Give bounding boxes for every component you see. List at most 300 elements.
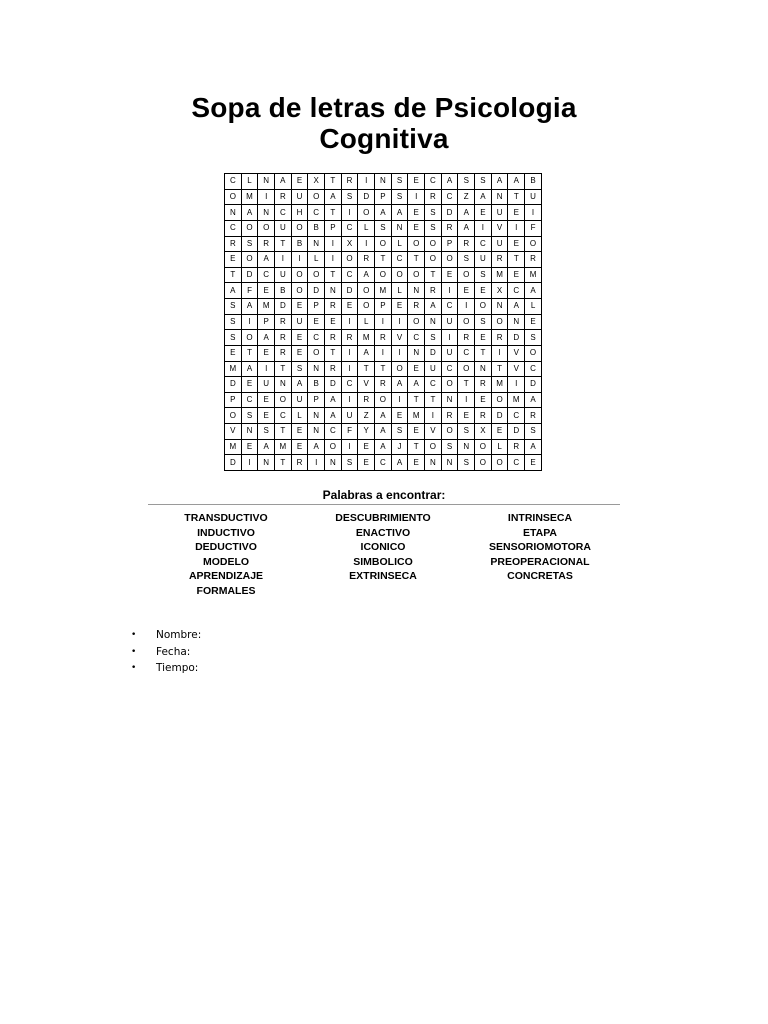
grid-row (225, 424, 542, 440)
grid-cell: C (508, 283, 525, 299)
grid-cell: T (325, 267, 342, 283)
grid-cell: N (325, 455, 342, 471)
grid-cell: M (241, 189, 258, 205)
grid-cell: R (525, 252, 542, 268)
grid-row (225, 330, 542, 346)
word-item: MODELO (202, 555, 250, 568)
grid-cell: C (225, 220, 242, 236)
grid-row (225, 392, 542, 408)
grid-cell: A (458, 220, 475, 236)
grid-cell: Z (358, 408, 375, 424)
grid-cell: C (508, 408, 525, 424)
grid-cell: C (408, 330, 425, 346)
grid-row (225, 267, 542, 283)
grid-cell: I (391, 345, 408, 361)
grid-cell: M (358, 330, 375, 346)
grid-cell: M (525, 267, 542, 283)
grid-cell: E (225, 252, 242, 268)
grid-cell: I (441, 283, 458, 299)
grid-cell: C (391, 252, 408, 268)
bullet-icon: • (131, 663, 137, 674)
divider (148, 504, 620, 505)
grid-cell: H (291, 205, 308, 221)
grid-cell: C (341, 220, 358, 236)
grid-cell: C (458, 345, 475, 361)
grid-cell: I (241, 314, 258, 330)
grid-cell: D (525, 377, 542, 393)
grid-cell: R (341, 174, 358, 190)
grid-cell: O (241, 220, 258, 236)
grid-cell: S (241, 236, 258, 252)
grid-cell: M (225, 361, 242, 377)
grid-cell: U (258, 377, 275, 393)
grid-cell: D (508, 330, 525, 346)
grid-cell: A (258, 330, 275, 346)
grid-cell: E (391, 408, 408, 424)
grid-cell: O (525, 236, 542, 252)
grid-cell: A (325, 392, 342, 408)
grid-cell: P (375, 189, 392, 205)
grid-cell: S (458, 424, 475, 440)
grid-cell: R (325, 330, 342, 346)
grid-cell: S (391, 189, 408, 205)
grid-cell: E (258, 408, 275, 424)
word-list-column-3 (460, 511, 620, 584)
grid-cell: U (291, 189, 308, 205)
grid-cell: I (341, 314, 358, 330)
grid-cell: O (458, 314, 475, 330)
grid-cell: S (425, 205, 442, 221)
grid-cell: E (408, 424, 425, 440)
grid-cell: D (425, 345, 442, 361)
grid-cell: C (525, 361, 542, 377)
grid-cell: T (275, 455, 292, 471)
grid-cell: L (241, 174, 258, 190)
grid-cell: V (491, 220, 508, 236)
time-field (131, 660, 201, 677)
grid-cell: X (491, 283, 508, 299)
grid-cell: U (291, 392, 308, 408)
grid-cell: E (258, 392, 275, 408)
grid-cell: T (225, 267, 242, 283)
grid-cell: C (508, 455, 525, 471)
grid-row (225, 314, 542, 330)
grid-cell: A (325, 189, 342, 205)
grid-cell: E (291, 345, 308, 361)
grid-cell: L (308, 252, 325, 268)
grid-cell: D (491, 408, 508, 424)
grid-cell: N (308, 361, 325, 377)
grid-cell: D (508, 424, 525, 440)
grid-cell: E (358, 439, 375, 455)
grid-cell: S (458, 455, 475, 471)
grid-cell: R (458, 330, 475, 346)
grid-row (225, 220, 542, 236)
grid-cell: R (425, 283, 442, 299)
grid-cell: I (241, 455, 258, 471)
grid-cell: E (441, 267, 458, 283)
grid-cell: O (408, 236, 425, 252)
grid-cell: I (358, 236, 375, 252)
grid-cell: A (391, 455, 408, 471)
time-label: Tiempo: (156, 662, 199, 675)
grid-cell: O (308, 189, 325, 205)
grid-cell: I (325, 236, 342, 252)
grid-cell: O (241, 330, 258, 346)
grid-cell: N (425, 455, 442, 471)
grid-cell: C (258, 267, 275, 283)
grid-cell: A (241, 299, 258, 315)
grid-cell: V (425, 424, 442, 440)
grid-cell: B (275, 283, 292, 299)
grid-cell: O (425, 252, 442, 268)
grid-cell: I (341, 439, 358, 455)
grid-cell: E (308, 314, 325, 330)
grid-cell: N (308, 408, 325, 424)
grid-cell: E (508, 205, 525, 221)
grid-cell: R (491, 330, 508, 346)
grid-cell: I (391, 392, 408, 408)
grid-cell: O (325, 439, 342, 455)
grid-row (225, 252, 542, 268)
grid-cell: R (291, 455, 308, 471)
grid-cell: E (458, 283, 475, 299)
grid-cell: I (458, 392, 475, 408)
grid-cell: O (225, 408, 242, 424)
grid-cell: A (291, 377, 308, 393)
grid-cell: A (508, 174, 525, 190)
grid-cell: A (241, 205, 258, 221)
grid-cell: E (458, 408, 475, 424)
grid-cell: T (325, 174, 342, 190)
grid-cell: T (508, 252, 525, 268)
grid-cell: A (475, 189, 492, 205)
grid-cell: N (225, 205, 242, 221)
grid-cell: C (425, 377, 442, 393)
grid-cell: M (225, 439, 242, 455)
grid-cell: P (441, 236, 458, 252)
grid-cell: O (341, 252, 358, 268)
grid-cell: O (258, 220, 275, 236)
grid-cell: S (441, 439, 458, 455)
grid-cell: E (325, 314, 342, 330)
word-item: TRANSDUCTIVO (184, 512, 268, 524)
grid-cell: E (508, 267, 525, 283)
grid-cell: T (375, 361, 392, 377)
grid-cell: N (491, 189, 508, 205)
grid-cell: E (258, 283, 275, 299)
grid-cell: O (308, 345, 325, 361)
grid-cell: E (408, 205, 425, 221)
grid-cell: U (341, 408, 358, 424)
grid-cell: I (475, 220, 492, 236)
grid-cell: P (375, 299, 392, 315)
grid-cell: O (491, 455, 508, 471)
grid-cell: I (375, 314, 392, 330)
grid-cell: E (475, 330, 492, 346)
grid-cell: N (508, 314, 525, 330)
grid-cell: X (308, 174, 325, 190)
grid-cell: A (375, 408, 392, 424)
word-item: INDUCTIVO (197, 526, 255, 539)
grid-cell: I (508, 220, 525, 236)
grid-cell: O (391, 267, 408, 283)
grid-cell: R (475, 377, 492, 393)
grid-cell: E (291, 299, 308, 315)
grid-cell: J (391, 439, 408, 455)
grid-cell: O (358, 205, 375, 221)
date-label: Fecha: (156, 645, 191, 658)
grid-cell: N (258, 174, 275, 190)
grid-cell: S (475, 314, 492, 330)
grid-cell: A (391, 377, 408, 393)
grid-cell: P (258, 314, 275, 330)
grid-cell: R (425, 189, 442, 205)
grid-cell: C (308, 330, 325, 346)
grid-cell: D (441, 205, 458, 221)
grid-cell: E (225, 345, 242, 361)
word-item: ICONICO (360, 541, 406, 554)
grid-cell: L (391, 283, 408, 299)
grid-cell: A (225, 283, 242, 299)
grid-cell: X (475, 424, 492, 440)
grid-cell: N (408, 345, 425, 361)
grid-cell: R (491, 252, 508, 268)
grid-cell: S (425, 220, 442, 236)
grid-cell: U (275, 220, 292, 236)
grid-cell: M (408, 408, 425, 424)
grid-row (225, 439, 542, 455)
grid-cell: O (475, 439, 492, 455)
grid-cell: M (508, 392, 525, 408)
grid-row (225, 377, 542, 393)
grid-cell: C (475, 236, 492, 252)
grid-cell: L (491, 439, 508, 455)
grid-cell: U (525, 189, 542, 205)
grid-cell: A (258, 252, 275, 268)
grid-cell: A (391, 205, 408, 221)
word-item: APRENDIZAJE (188, 570, 264, 583)
grid-cell: L (525, 299, 542, 315)
grid-cell: C (425, 174, 442, 190)
grid-cell: S (391, 174, 408, 190)
grid-cell: E (508, 236, 525, 252)
grid-cell: O (408, 314, 425, 330)
grid-cell: O (441, 377, 458, 393)
grid-cell: O (375, 236, 392, 252)
grid-cell: F (341, 424, 358, 440)
grid-cell: F (525, 220, 542, 236)
grid-cell: C (341, 377, 358, 393)
grid-cell: S (258, 424, 275, 440)
grid-cell: I (258, 361, 275, 377)
grid-cell: O (241, 252, 258, 268)
grid-cell: T (325, 345, 342, 361)
grid-cell: I (341, 392, 358, 408)
grid-cell: R (441, 220, 458, 236)
grid-cell: S (241, 408, 258, 424)
grid-cell: E (341, 299, 358, 315)
grid-cell: L (291, 408, 308, 424)
grid-cell: S (341, 455, 358, 471)
name-label: Nombre: (156, 629, 202, 642)
grid-cell: R (325, 361, 342, 377)
word-list-column-1 (146, 511, 306, 599)
grid-cell: A (375, 424, 392, 440)
grid-cell: M (375, 283, 392, 299)
grid-cell: C (441, 299, 458, 315)
grid-cell: T (325, 205, 342, 221)
grid-row (225, 455, 542, 471)
grid-cell: I (375, 345, 392, 361)
grid-cell: I (275, 252, 292, 268)
word-item: ETAPA (522, 526, 558, 539)
grid-cell: U (491, 205, 508, 221)
grid-cell: P (225, 392, 242, 408)
grid-cell: S (425, 330, 442, 346)
grid-cell: C (325, 424, 342, 440)
grid-cell: I (441, 330, 458, 346)
grid-cell: S (458, 174, 475, 190)
grid-cell: S (291, 361, 308, 377)
grid-cell: T (475, 345, 492, 361)
grid-cell: M (275, 439, 292, 455)
grid-cell: R (508, 439, 525, 455)
grid-cell: E (291, 174, 308, 190)
grid-cell: A (441, 174, 458, 190)
grid-cell: I (341, 345, 358, 361)
grid-cell: A (408, 377, 425, 393)
grid-cell: T (241, 345, 258, 361)
grid-cell: M (258, 299, 275, 315)
grid-cell: R (458, 236, 475, 252)
grid-cell: R (375, 377, 392, 393)
grid-cell: C (275, 205, 292, 221)
grid-cell: I (258, 189, 275, 205)
grid-cell: R (275, 345, 292, 361)
grid-cell: O (291, 267, 308, 283)
grid-cell: S (225, 314, 242, 330)
grid-cell: P (308, 299, 325, 315)
grid-cell: R (358, 252, 375, 268)
grid-cell: Z (458, 189, 475, 205)
grid-cell: E (358, 455, 375, 471)
grid-cell: O (441, 424, 458, 440)
grid-cell: O (275, 392, 292, 408)
grid-cell: S (525, 424, 542, 440)
grid-cell: E (491, 424, 508, 440)
grid-cell: R (225, 236, 242, 252)
grid-cell: E (391, 299, 408, 315)
date-field (131, 644, 201, 661)
grid-cell: D (325, 377, 342, 393)
word-item: INTRINSECA (507, 512, 573, 524)
bullet-icon: • (131, 646, 137, 657)
grid-cell: O (475, 455, 492, 471)
grid-cell: T (358, 361, 375, 377)
grid-cell: A (375, 205, 392, 221)
grid-cell: O (525, 345, 542, 361)
grid-row (225, 408, 542, 424)
grid-cell: I (341, 361, 358, 377)
grid-cell: O (391, 361, 408, 377)
grid-cell: E (475, 283, 492, 299)
grid-cell: T (458, 377, 475, 393)
word-item: FORMALES (196, 584, 256, 597)
grid-cell: E (475, 205, 492, 221)
grid-cell: R (525, 408, 542, 424)
grid-cell: I (525, 205, 542, 221)
grid-cell: R (375, 330, 392, 346)
grid-cell: D (241, 267, 258, 283)
grid-cell: X (341, 236, 358, 252)
grid-cell: O (408, 267, 425, 283)
grid-cell: N (425, 314, 442, 330)
grid-cell: T (275, 424, 292, 440)
grid-cell: N (308, 236, 325, 252)
word-item: DEDUCTIVO (195, 541, 257, 554)
grid-cell: I (458, 299, 475, 315)
grid-cell: N (241, 424, 258, 440)
grid-cell: N (458, 439, 475, 455)
grid-cell: D (225, 455, 242, 471)
grid-cell: E (291, 424, 308, 440)
grid-cell: R (275, 314, 292, 330)
grid-cell: E (525, 314, 542, 330)
word-list-column-2 (303, 511, 463, 584)
grid-cell: I (291, 252, 308, 268)
grid-cell: I (358, 174, 375, 190)
grid-cell: O (225, 189, 242, 205)
grid-cell: E (408, 455, 425, 471)
word-item: DESCUBRIMIENTO (335, 512, 431, 524)
grid-cell: N (258, 455, 275, 471)
grid-cell: E (525, 455, 542, 471)
grid-cell: I (491, 345, 508, 361)
grid-cell: D (341, 283, 358, 299)
student-fields (131, 627, 201, 677)
grid-cell: N (491, 299, 508, 315)
grid-cell: I (391, 314, 408, 330)
grid-cell: V (508, 345, 525, 361)
grid-row (225, 174, 542, 190)
grid-cell: O (491, 314, 508, 330)
grid-cell: S (375, 220, 392, 236)
grid-cell: A (508, 299, 525, 315)
grid-cell: O (291, 220, 308, 236)
grid-cell: T (491, 361, 508, 377)
grid-cell: O (375, 392, 392, 408)
title-line-2: Cognitiva (319, 123, 449, 154)
title-line-1: Sopa de letras de Psicologia (191, 92, 577, 123)
grid-cell: O (458, 361, 475, 377)
grid-cell: I (325, 252, 342, 268)
grid-cell: E (408, 174, 425, 190)
grid-cell: N (408, 283, 425, 299)
grid-cell: S (225, 299, 242, 315)
grid-cell: V (225, 424, 242, 440)
grid-cell: T (275, 361, 292, 377)
grid-cell: N (441, 392, 458, 408)
grid-row (225, 205, 542, 221)
grid-cell: A (491, 174, 508, 190)
grid-cell: U (425, 361, 442, 377)
grid-cell: T (508, 189, 525, 205)
grid-cell: M (491, 377, 508, 393)
grid-cell: C (341, 267, 358, 283)
grid-cell: U (291, 314, 308, 330)
grid-cell: U (275, 267, 292, 283)
